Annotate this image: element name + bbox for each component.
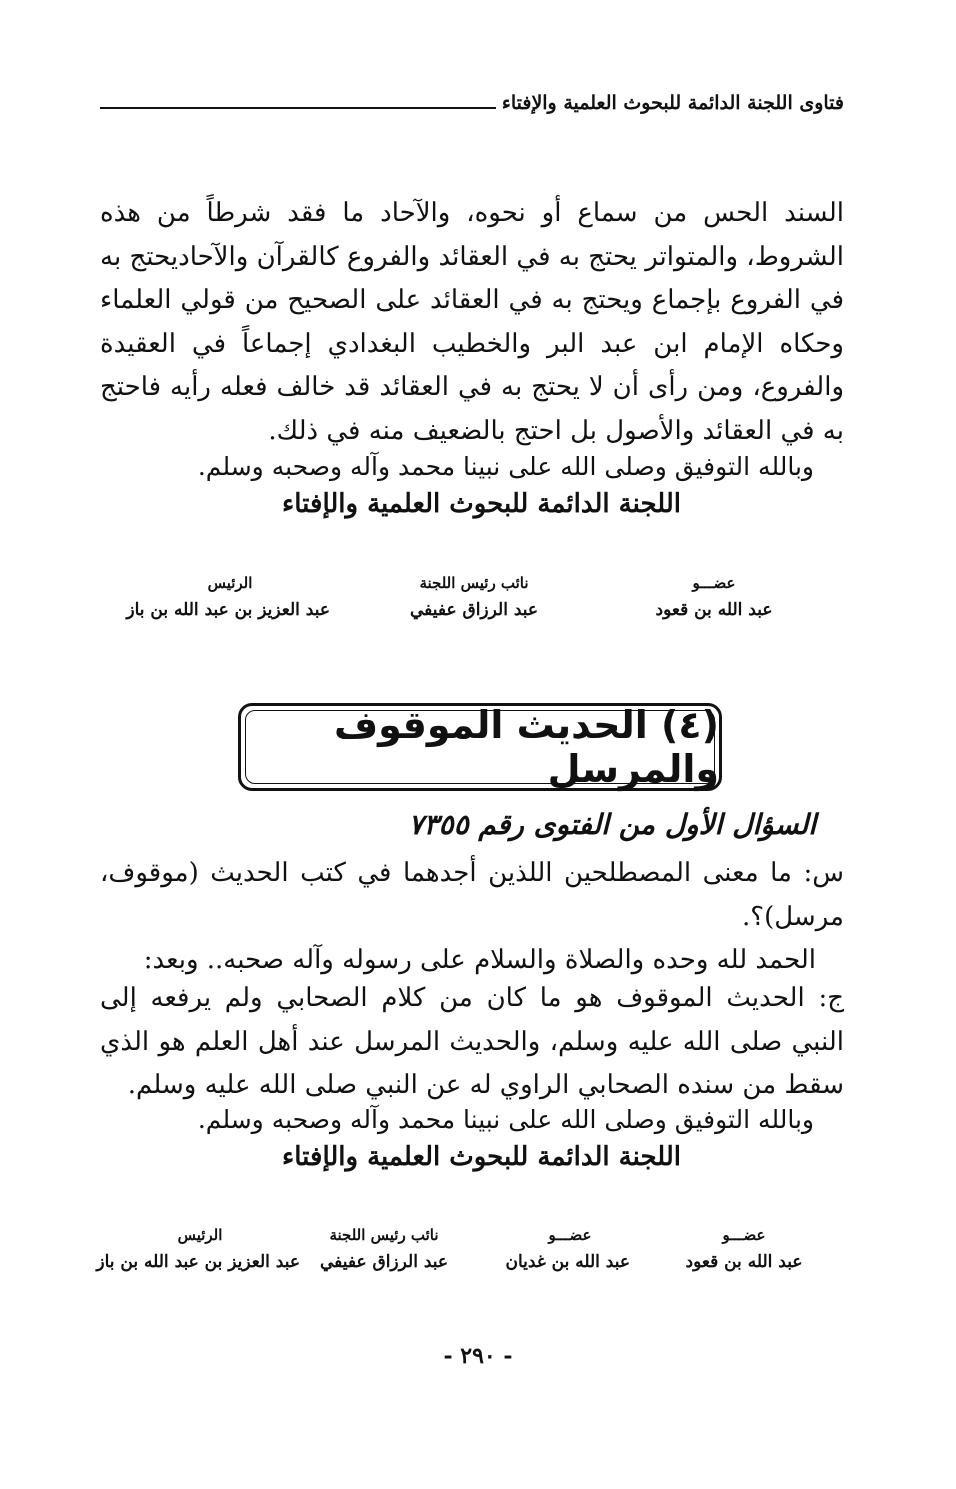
signatory-role: الرئيس [207,574,253,592]
answer-text: ج: الحديث الموقوف هو ما كان من كلام الصحابي ولم يرفعه إلى النبي صلى الله عليه وسلم، والحديث المرسل عند أهل العلم هو الذي سقط من سنده الصحابي الراوي له عن النبي صلى الله عليه وسلم. [100,983,844,1100]
signatory-role: نائب رئيس اللجنة [419,574,529,592]
fatwa-paragraph [100,192,844,453]
question-title: السؤال الأول من الفتوى رقم ٧٣٥٥ [408,808,816,841]
signatory-name: عبد الرزاق عفيفي [409,600,539,620]
running-header [100,84,844,114]
question-text: س: ما معنى المصطلحين اللذين أجدهما في كتب الحديث (موقوف، مرسل)؟. [100,858,844,932]
question-paragraph [100,852,844,939]
answer-paragraph [100,977,844,1108]
praise-text: الحمد لله وحده والصلاة والسلام على رسوله وآله صحبه.. وبعد: [143,945,816,975]
committee-name: اللجنة الدائمة للبحوث العلمية والإفتاء [282,489,681,519]
page-number: - ٢٩٠ - [443,1343,513,1369]
signatory-role: عضـــو [722,1226,766,1244]
signatory-name: عبد العزيز بن عبد الله بن باز [96,1252,300,1272]
signatory-role: الرئيس [177,1226,223,1244]
running-title: فتاوى اللجنة الدائمة للبحوث العلمية والإفتاء [501,92,844,114]
closing-prayer: وبالله التوفيق وصلى الله على نبينا محمد وآله وصحبه وسلم. [197,452,814,481]
signatory-deputy [314,1226,454,1272]
signatory-deputy [404,574,544,620]
signatory-member [505,1226,630,1272]
paragraph-text: السند الحس من سماع أو نحوه، والآحاد ما فقد شرطاً من هذه الشروط، والمتواتر يحتج به في العقائد والفروع كالقرآن والآحاديحتج به في الفروع بإجماع ويحتج به في العقائد على الصحيح من قولي العلماء وحكاه الإمام ابن عبد البر والخطيب البغدادي إجماعاً في العقيدة والفروع، ومن رأى أن لا يحتج به في العقائد قد خالف فعله رأيه فاحتج به في العقائد والأصول بل احتج بالضعيف منه في ذلك. [100,198,844,446]
signatory-name: عبد العزيز بن عبد الله بن باز [126,600,330,620]
closing-prayer: وبالله التوفيق وصلى الله على نبينا محمد وآله وصحبه وسلم. [197,1105,814,1134]
signatory-name: عبد الله بن قعود [685,1252,803,1272]
signatory-name: عبد الله بن قعود [655,600,773,620]
header-rule [100,107,496,109]
section-heading: (٤) الحديث الموقوف والمرسل [334,703,719,791]
signatory-member [654,574,774,620]
section-heading-box [238,703,722,791]
signatory-member [684,1226,804,1272]
signatory-role: عضـــو [548,1226,592,1244]
signatory-president [96,1226,300,1272]
committee-name: اللجنة الدائمة للبحوث العلمية والإفتاء [282,1142,681,1172]
signatory-role: عضـــو [692,574,736,592]
signatory-president [126,574,330,620]
signatory-role: نائب رئيس اللجنة [329,1226,439,1244]
signatory-name: عبد الله بن غديان [505,1252,630,1272]
signatory-name: عبد الرزاق عفيفي [319,1252,449,1272]
praise-line [100,939,816,983]
